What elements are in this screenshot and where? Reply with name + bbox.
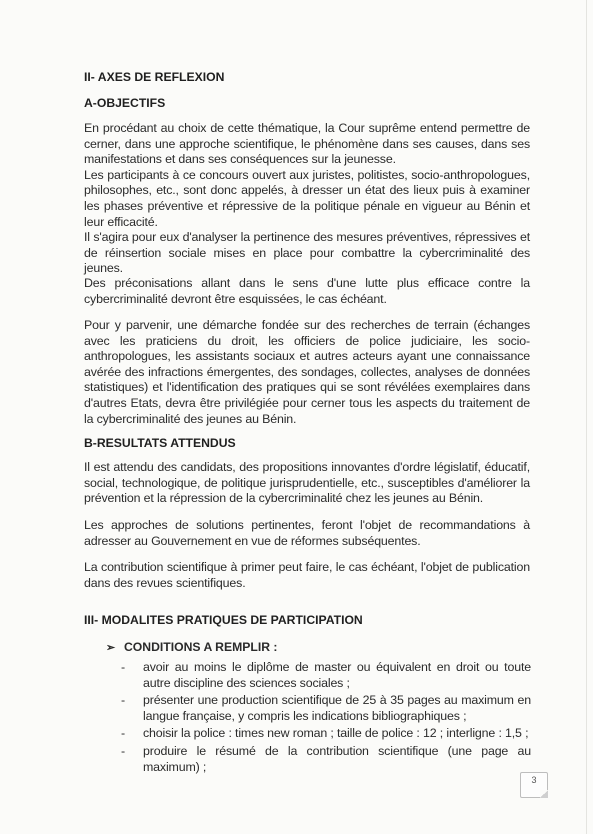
- paragraph: Des préconisations allant dans le sens d'une lutte plus efficace contre la cybercriminalité devront être esquissées, le cas échéant.: [84, 276, 530, 306]
- paragraph: Les participants à ce concours ouvert aux juristes, politistes, socio-anthropologues, philosophes, etc., sont donc appelés, à dresser un état des lieux puis à examiner les phases préventive et répressive de la politique pénale en vigueur au Bénin et leur efficacité.: [84, 167, 530, 229]
- resultats-body-1: [84, 460, 530, 507]
- list-item: [121, 660, 531, 691]
- list-item-text: produire le résumé de la contribution scientifique (une page au maximum) ;: [143, 743, 531, 774]
- section-heading-modalites: III- MODALITES PRATIQUES DE PARTICIPATION: [84, 613, 363, 627]
- resultats-body-2: [84, 518, 530, 549]
- subheading-resultats: B-RESULTATS ATTENDUS: [84, 436, 236, 450]
- list-item-text: choisir la police : times new roman ; taille de police : 12 ; interligne : 1,5 ;: [143, 726, 529, 741]
- conditions-title-label: CONDITIONS A REMPLIR :: [124, 640, 278, 654]
- dash-bullet-icon: -: [121, 660, 125, 674]
- paragraph: Pour y parvenir, une démarche fondée sur des recherches de terrain (échanges avec les praticiens du droit, les officiers de police judiciaire, les socio-anthropologues, les assistants sociaux et autres acteurs ayant une connaissance avérée des infractions émergentes, des sondages, collectes, analyses de données statistiques) et l'identification des pratiques qui se sont révélées exemplaires dans d'autres Etats, devra être privilégiée pour cerner tous les aspects du traitement de la cybercriminalité des jeunes au Bénin.: [84, 318, 530, 426]
- page-number: 3: [520, 772, 548, 798]
- conditions-list: [121, 660, 531, 777]
- list-item: [121, 693, 531, 724]
- preconisations-body: [84, 276, 530, 307]
- arrow-bullet-icon: ➢: [106, 642, 116, 654]
- subheading-objectifs: A-OBJECTIFS: [84, 96, 166, 110]
- list-item: [121, 744, 531, 775]
- list-item: [121, 726, 531, 742]
- scan-edge-line: [586, 0, 587, 834]
- paragraph: Il s'agira pour eux d'analyser la pertinence des mesures préventives, répressives et de réinsertion sociale mises en place pour combattre la cybercriminalité des jeunes.: [84, 230, 530, 276]
- dash-bullet-icon: -: [121, 693, 125, 708]
- paragraph: Les approches de solutions pertinentes, feront l'objet de recommandations à adresser au Gouvernement en vue de réformes subséquentes.: [84, 518, 530, 548]
- resultats-body-3: [84, 560, 530, 591]
- paragraph: En procédant au choix de cette thématique, la Cour suprême entend permettre de cerner, dans une approche scientifique, le phénomène dans ses causes, dans ses manifestations et dans ses conséquences sur la jeunesse.: [84, 121, 530, 167]
- demarche-body: [84, 318, 530, 427]
- list-item-text: avoir au moins le diplôme de master ou équivalent en droit ou toute autre discipline des sciences sociales ;: [143, 660, 531, 690]
- dash-bullet-icon: -: [121, 743, 125, 758]
- conditions-title: [106, 640, 277, 656]
- list-item-text: présenter une production scientifique de 25 à 35 pages au maximum en langue française, y compris les indications bibliographiques ;: [143, 693, 531, 723]
- section-heading-axes: II- AXES DE REFLEXION: [84, 70, 225, 84]
- paragraph: La contribution scientifique à primer peut faire, le cas échéant, l'objet de publication dans des revues scientifiques.: [84, 560, 530, 590]
- paragraph: Il est attendu des candidats, des propositions innovantes d'ordre législatif, éducatif, social, technologique, de politique jurisprudentielle, etc., susceptibles d'améliorer la prévention et la répression de la cybercriminalité chez les jeunes au Bénin.: [84, 460, 530, 506]
- dash-bullet-icon: -: [121, 726, 125, 741]
- objectifs-body: [84, 121, 530, 277]
